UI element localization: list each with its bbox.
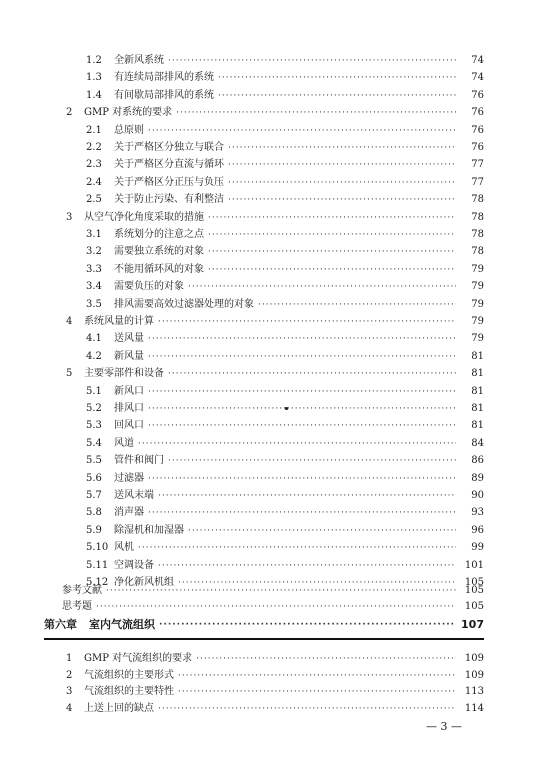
entry-title: 除湿机和加湿器 — [114, 524, 184, 536]
entry-number: 2.4 — [86, 176, 102, 188]
entry-title: 送风量 — [114, 333, 144, 345]
entry-page: 74 — [471, 72, 484, 84]
entry-number: 2.1 — [86, 124, 102, 136]
entry-number: 4 — [66, 316, 73, 327]
toc-entry[interactable] — [86, 539, 484, 557]
entry-number: 4.2 — [86, 350, 102, 362]
toc-entry[interactable] — [86, 296, 484, 314]
entry-title: 消声器 — [114, 507, 144, 519]
toc-entry[interactable] — [86, 435, 484, 453]
leader-dots — [148, 417, 456, 435]
entry-title: 主要零部件和设备 — [84, 368, 164, 380]
entry-title: 新风口 — [114, 385, 144, 397]
entry-number: 5.1 — [86, 385, 102, 397]
entry-page: 78 — [471, 194, 484, 206]
entry-page: 81 — [471, 350, 484, 362]
leader-dots — [176, 104, 456, 122]
entry-page: 76 — [471, 89, 484, 101]
scan-speck — [285, 407, 288, 410]
entry-title: 风机 — [114, 542, 134, 554]
leader-dots — [208, 226, 456, 244]
entry-title: 思考题 — [62, 601, 92, 612]
entry-page: 77 — [471, 159, 484, 171]
leader-dots — [148, 383, 456, 401]
entry-number: 5.10 — [86, 542, 109, 554]
toc-entry[interactable] — [86, 487, 484, 505]
toc-entry[interactable] — [86, 191, 484, 209]
entry-number: 2 — [66, 669, 73, 681]
entry-title: 过滤器 — [114, 472, 144, 484]
entry-title: 系统划分的注意之点 — [114, 229, 204, 240]
toc-entry[interactable] — [86, 122, 484, 140]
entry-number: 5.3 — [86, 420, 102, 432]
entry-page: 105 — [464, 577, 484, 588]
toc-entry[interactable] — [66, 209, 484, 227]
toc-entry[interactable] — [66, 667, 484, 685]
entry-number: 4.1 — [86, 333, 102, 345]
leader-dots — [148, 330, 456, 348]
entry-number: 2.3 — [86, 159, 102, 171]
leader-dots — [188, 522, 456, 540]
entry-number: 5.2 — [86, 403, 102, 414]
entry-title: 关于严格区分独立与联合 — [114, 142, 224, 153]
entry-number: 5.6 — [86, 472, 102, 484]
entry-title: 关于防止污染、有利整洁 — [114, 194, 224, 206]
entry-title: 从空气净化角度采取的措施 — [84, 211, 204, 223]
entry-number: 1 — [66, 653, 73, 664]
entry-page: 109 — [464, 653, 484, 664]
entry-title: 排风需要高效过滤器处理的对象 — [114, 298, 254, 310]
entry-title: 需要独立系统的对象 — [114, 246, 204, 258]
entry-number: 3 — [66, 211, 73, 223]
entry-page: 81 — [471, 385, 484, 397]
entry-page: 78 — [471, 211, 484, 223]
leader-dots — [148, 504, 456, 522]
entry-number: 2 — [66, 107, 73, 119]
entry-page: 77 — [471, 176, 484, 188]
entry-number: 5.5 — [86, 455, 102, 467]
toc-entry[interactable] — [86, 156, 484, 174]
leader-dots — [228, 156, 456, 174]
entry-page: 78 — [471, 246, 484, 258]
entry-number: 1.4 — [86, 89, 102, 101]
toc-entry-questions[interactable] — [62, 598, 484, 616]
toc-entry[interactable] — [86, 261, 484, 279]
entry-page: 76 — [471, 142, 484, 153]
entry-title: 总原则 — [114, 124, 144, 136]
leader-dots — [168, 365, 456, 383]
entry-page: 81 — [471, 403, 484, 414]
leader-dots — [168, 52, 456, 70]
leader-dots — [168, 452, 456, 470]
toc-entry[interactable] — [86, 522, 484, 540]
entry-page: 96 — [471, 524, 484, 536]
leader-dots — [228, 139, 456, 157]
chapter-number: 第六章 — [44, 618, 77, 631]
entry-title: 排风口 — [114, 403, 144, 414]
entry-title: 不能用循环风的对象 — [114, 263, 204, 275]
entry-page: 79 — [471, 281, 484, 293]
entry-page: 79 — [471, 333, 484, 345]
entry-title: 关于严格区分正压与负压 — [114, 176, 224, 188]
entry-number: 5.11 — [86, 559, 109, 571]
entry-page: 90 — [471, 490, 484, 501]
entry-page: 79 — [471, 298, 484, 310]
entry-number: 3 — [66, 686, 73, 697]
leader-dots — [158, 487, 456, 505]
entry-number: 2.5 — [86, 194, 102, 206]
entry-page: 81 — [471, 368, 484, 380]
entry-page: 105 — [464, 585, 484, 596]
entry-number: 5.12 — [86, 577, 109, 588]
entry-number: 3.2 — [86, 246, 102, 258]
toc-entry[interactable] — [86, 174, 484, 192]
toc-entry[interactable] — [86, 69, 484, 87]
entry-number: 5.4 — [86, 437, 102, 449]
leader-dots — [138, 539, 456, 557]
entry-title: GMP 对气流组织的要求 — [84, 653, 193, 664]
entry-page: 93 — [471, 507, 484, 519]
leader-dots — [228, 191, 456, 209]
entry-page: 76 — [471, 124, 484, 136]
leader-dots — [258, 296, 456, 314]
leader-dots — [96, 598, 456, 616]
leader-dots — [148, 470, 456, 488]
toc-entry[interactable] — [86, 87, 484, 105]
toc-entry[interactable] — [86, 348, 484, 366]
chapter-title: 室内气流组织 — [89, 618, 155, 631]
entry-number: 2.2 — [86, 142, 102, 153]
toc-entry[interactable] — [86, 226, 484, 244]
entry-page: 99 — [471, 542, 484, 554]
entry-title: 空调设备 — [114, 559, 154, 571]
leader-dots — [208, 209, 456, 227]
toc-entry[interactable] — [86, 139, 484, 157]
entry-title: 送风末端 — [114, 490, 154, 501]
entry-page: 86 — [471, 455, 484, 467]
entry-number: 3.4 — [86, 281, 102, 293]
entry-title: 气流组织的主要形式 — [84, 669, 174, 681]
entry-number: 4 — [66, 702, 73, 714]
toc-entry[interactable] — [86, 452, 484, 470]
entry-title: 全新风系统 — [114, 55, 164, 66]
toc-entry[interactable] — [66, 104, 484, 122]
toc-entry[interactable] — [86, 52, 484, 70]
leader-dots — [158, 557, 456, 575]
leader-dots — [148, 400, 456, 418]
leader-dots — [178, 667, 456, 685]
leader-dots — [148, 122, 456, 140]
entry-number: 3.1 — [86, 229, 102, 240]
entry-title: 回风口 — [114, 420, 144, 432]
leader-dots — [178, 683, 456, 701]
toc-entry[interactable] — [86, 243, 484, 261]
entry-title: 气流组织的主要特性 — [84, 686, 174, 697]
entry-page: 79 — [471, 316, 484, 327]
entry-title: 上送上回的缺点 — [84, 702, 154, 714]
leader-dots — [228, 174, 456, 192]
leader-dots — [208, 261, 456, 279]
entry-number: 5.8 — [86, 507, 102, 519]
entry-page: 114 — [464, 702, 484, 714]
toc-entry[interactable] — [86, 383, 484, 401]
entry-title: 参考文献 — [62, 585, 102, 596]
toc-entry[interactable] — [66, 700, 484, 718]
leader-dots — [158, 700, 456, 718]
toc-chapter-heading[interactable] — [44, 616, 484, 634]
entry-number: 1.3 — [86, 72, 102, 84]
entry-title: 系统风量的计算 — [84, 316, 154, 327]
entry-page: 105 — [464, 601, 484, 612]
toc-entry[interactable] — [66, 365, 484, 383]
leader-dots — [218, 69, 456, 87]
leader-dots — [158, 313, 456, 331]
leader-dots — [159, 616, 456, 634]
toc-entry[interactable] — [86, 330, 484, 348]
entry-number: 1.2 — [86, 55, 102, 66]
entry-page: 101 — [464, 559, 484, 571]
leader-dots — [148, 348, 456, 366]
entry-page: 78 — [471, 229, 484, 240]
toc-entry[interactable] — [86, 470, 484, 488]
entry-page: 89 — [471, 472, 484, 484]
leader-dots — [218, 87, 456, 105]
entry-number: 5.9 — [86, 524, 102, 536]
leader-dots — [138, 435, 456, 453]
entry-title: 需要负压的对象 — [114, 281, 184, 293]
entry-title: 有间歇局部排风的系统 — [114, 89, 214, 101]
entry-title: 净化新风机组 — [114, 577, 174, 588]
page-number: — 3 — — [426, 720, 462, 733]
toc-entry[interactable] — [86, 557, 484, 575]
leader-dots — [188, 278, 456, 296]
toc-entry[interactable] — [66, 313, 484, 331]
entry-title: 风道 — [114, 437, 134, 449]
entry-page: 84 — [471, 437, 484, 449]
entry-page: 76 — [471, 107, 484, 119]
chapter-divider — [44, 638, 484, 640]
toc-entry[interactable] — [66, 650, 484, 668]
entry-page: 109 — [464, 669, 484, 681]
chapter-page: 107 — [461, 618, 484, 631]
leader-dots — [196, 650, 456, 668]
entry-number: 5 — [66, 368, 73, 380]
entry-number: 5.7 — [86, 490, 102, 501]
entry-page: 81 — [471, 420, 484, 432]
entry-title: 管件和阀门 — [114, 455, 164, 467]
toc-entry[interactable] — [86, 504, 484, 522]
toc-entry[interactable] — [86, 417, 484, 435]
entry-page: 74 — [471, 55, 484, 66]
entry-number: 3.5 — [86, 298, 102, 310]
toc-entry[interactable] — [66, 683, 484, 701]
entry-page: 113 — [464, 686, 484, 697]
entry-title: 关于严格区分直流与循环 — [114, 159, 224, 171]
entry-number: 3.3 — [86, 263, 102, 275]
leader-dots — [208, 243, 456, 261]
toc-entry[interactable] — [86, 278, 484, 296]
entry-title: GMP 对系统的要求 — [84, 107, 173, 119]
entry-page: 79 — [471, 263, 484, 275]
entry-title: 有连续局部排风的系统 — [114, 72, 214, 84]
entry-title: 新风量 — [114, 350, 144, 362]
